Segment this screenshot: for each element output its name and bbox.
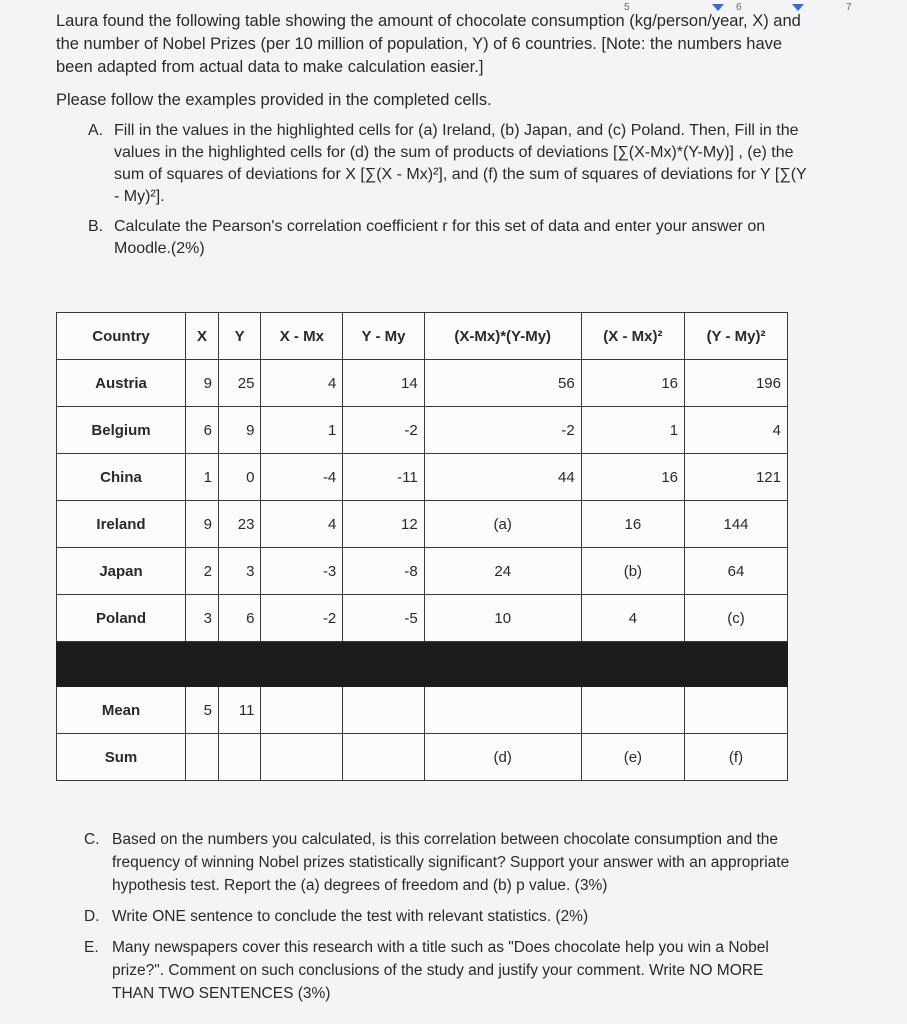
header-y: Y (218, 313, 260, 360)
table-cell[interactable]: 56 (424, 360, 581, 407)
header-x-squared: (X - Mx)² (581, 313, 684, 360)
table-cell[interactable]: 9 (186, 501, 219, 548)
table-header-row (57, 313, 788, 360)
table-cell[interactable]: 1 (261, 407, 343, 454)
table-cell[interactable]: 4 (685, 407, 788, 454)
table-cell[interactable]: 24 (424, 548, 581, 595)
table-cell[interactable] (261, 687, 343, 734)
header-country: Country (57, 313, 186, 360)
answer-cell-f[interactable]: (f) (685, 734, 788, 781)
table-cell[interactable]: -5 (343, 595, 424, 642)
country-cell: Ireland (57, 501, 186, 548)
table-cell[interactable]: 16 (581, 501, 684, 548)
header-x-minus-mx: X - Mx (261, 313, 343, 360)
mean-x-cell[interactable]: 5 (186, 687, 219, 734)
table-cell[interactable]: -3 (261, 548, 343, 595)
country-cell: Belgium (57, 407, 186, 454)
question-list (56, 120, 846, 260)
table-cell[interactable]: 14 (343, 360, 424, 407)
answer-cell-a[interactable]: (a) (424, 501, 581, 548)
question-b (56, 216, 814, 260)
question-text: Many newspapers cover this research with a title such as "Does chocolate help you win a Nobel prize?". Comment on such conclusions of the study and justify your comment. Write NO MORE THAN TWO SENTENCES (3%) (112, 939, 769, 1002)
header-y-minus-my: Y - My (343, 313, 424, 360)
table-cell[interactable]: 44 (424, 454, 581, 501)
table-cell[interactable]: 121 (685, 454, 788, 501)
table-cell[interactable]: -2 (261, 595, 343, 642)
table-row (57, 407, 788, 454)
sum-label: Sum (57, 734, 186, 781)
question-letter: C. (84, 831, 100, 848)
table-cell[interactable]: 0 (218, 454, 260, 501)
deviation-table (56, 312, 788, 781)
instructions-line: Please follow the examples provided in the completed cells. (56, 91, 492, 109)
question-text: Based on the numbers you calculated, is this correlation between chocolate consumption and the frequency of winning Nobel prizes statistically significant? Support your answer with an appropriate hypothesis test. Report the (a) degrees of freedom and (b) p value. (3%) (112, 831, 790, 894)
table-cell[interactable]: 9 (186, 360, 219, 407)
table-cell[interactable]: 10 (424, 595, 581, 642)
table-cell[interactable]: 1 (186, 454, 219, 501)
sum-row (57, 734, 788, 781)
follow-up-questions (84, 828, 804, 1013)
table-cell[interactable]: 64 (685, 548, 788, 595)
mean-row (57, 687, 788, 734)
table-cell[interactable]: -4 (261, 454, 343, 501)
table-cell[interactable] (186, 734, 219, 781)
table-cell[interactable]: 25 (218, 360, 260, 407)
table-cell[interactable] (581, 687, 684, 734)
separator-band-cell (57, 642, 788, 687)
table-cell[interactable]: 144 (685, 501, 788, 548)
document-page (56, 10, 846, 268)
table-cell[interactable]: 9 (218, 407, 260, 454)
answer-cell-e[interactable]: (e) (581, 734, 684, 781)
table-cell[interactable]: 12 (343, 501, 424, 548)
ruler-mark: 6 (736, 2, 742, 13)
question-text: Fill in the values in the highlighted cells for (a) Ireland, (b) Japan, and (c) Poland. Then, Fill in the values in the highlighted cells for (d) the sum of products of deviations [∑(X-Mx)*(Y-My)] , (e) the sum of squares of deviations for X [∑(X - Mx)²], and (f) the sum of squares of deviations for Y [∑(Y - My)²]. (114, 122, 807, 205)
header-y-squared: (Y - My)² (685, 313, 788, 360)
table-cell[interactable]: 3 (186, 595, 219, 642)
country-cell: Austria (57, 360, 186, 407)
country-cell: Poland (57, 595, 186, 642)
table-cell[interactable] (261, 734, 343, 781)
header-product: (X-Mx)*(Y-My) (424, 313, 581, 360)
answer-cell-b[interactable]: (b) (581, 548, 684, 595)
table-row (57, 360, 788, 407)
table-cell[interactable] (685, 687, 788, 734)
table-cell[interactable] (424, 687, 581, 734)
separator-band (57, 642, 788, 687)
table-cell[interactable]: 2 (186, 548, 219, 595)
table-cell[interactable] (343, 687, 424, 734)
mean-label: Mean (57, 687, 186, 734)
table-cell[interactable]: -2 (343, 407, 424, 454)
table-cell[interactable]: 6 (186, 407, 219, 454)
table-cell[interactable]: -11 (343, 454, 424, 501)
table-row (57, 454, 788, 501)
table-cell[interactable]: 4 (261, 360, 343, 407)
table-cell[interactable]: 1 (581, 407, 684, 454)
question-d (84, 905, 804, 928)
intro-paragraph: Laura found the following table showing the amount of chocolate consumption (kg/person/year, X) and the number of Nobel Prizes (per 10 million of population, Y) of 6 countries. [Note: the numbers have been adapted from actual data to make calculation easier.] (56, 12, 801, 76)
table-row (57, 548, 788, 595)
table-cell[interactable]: 4 (261, 501, 343, 548)
ruler-mark: 7 (846, 2, 852, 13)
table-row (57, 595, 788, 642)
table-row (57, 501, 788, 548)
table-cell[interactable]: 4 (581, 595, 684, 642)
answer-cell-c[interactable]: (c) (685, 595, 788, 642)
question-text: Write ONE sentence to conclude the test with relevant statistics. (2%) (112, 908, 589, 925)
table-cell[interactable]: 196 (685, 360, 788, 407)
question-letter: A. (88, 122, 104, 139)
table-cell[interactable]: 16 (581, 454, 684, 501)
question-letter: B. (88, 218, 104, 235)
table-cell[interactable]: -2 (424, 407, 581, 454)
table-cell[interactable]: 6 (218, 595, 260, 642)
table-cell[interactable]: 23 (218, 501, 260, 548)
table-cell[interactable]: 16 (581, 360, 684, 407)
question-letter: D. (84, 908, 100, 925)
table-cell[interactable]: -8 (343, 548, 424, 595)
header-x: X (186, 313, 219, 360)
table-cell[interactable] (218, 734, 260, 781)
answer-cell-d[interactable]: (d) (424, 734, 581, 781)
ruler-mark: 5 (624, 2, 630, 13)
question-c (84, 828, 804, 897)
question-a (56, 120, 814, 208)
question-text: Calculate the Pearson's correlation coefficient r for this set of data and enter your answer on Moodle.(2%) (114, 218, 766, 257)
country-cell: China (57, 454, 186, 501)
country-cell: Japan (57, 548, 186, 595)
mean-y-cell[interactable]: 11 (218, 687, 260, 734)
table-cell[interactable]: 3 (218, 548, 260, 595)
table-cell[interactable] (343, 734, 424, 781)
question-letter: E. (84, 939, 99, 956)
question-e (84, 936, 804, 1005)
